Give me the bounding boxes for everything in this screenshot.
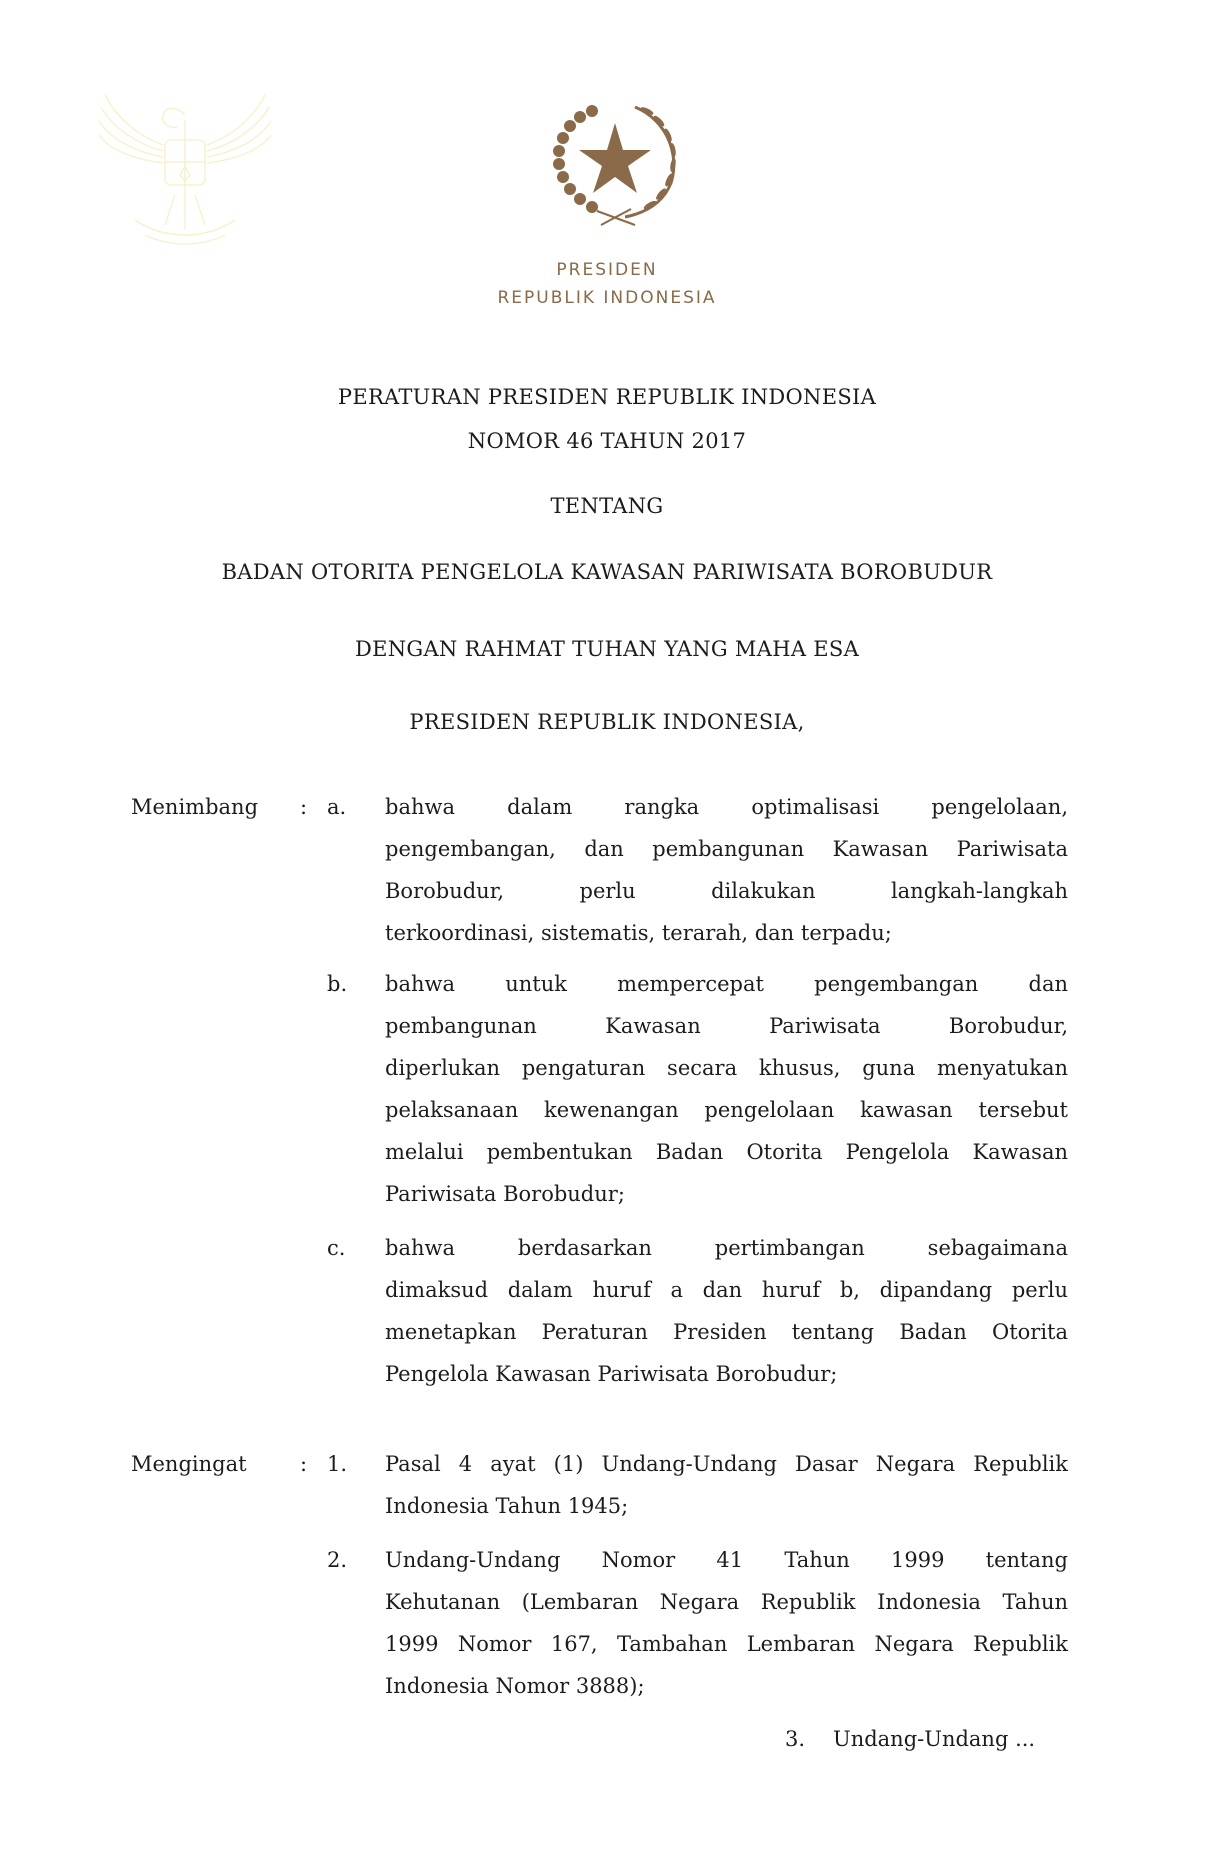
text-line: 1999 Nomor 167, Tambahan Lembaran Negara Republik: [385, 1632, 1068, 1656]
menimbang-item-c: [385, 1227, 1068, 1395]
mengingat-item-2: [385, 1539, 1068, 1707]
text-line: diperlukan pengaturan secara khusus, guna menyatukan: [385, 1056, 1068, 1080]
text-line: pengembangan, dan pembangunan Kawasan Pariwisata: [385, 837, 1068, 861]
continuation-marker: 3.: [785, 1727, 806, 1751]
letterhead-title: PRESIDEN: [556, 260, 658, 280]
text-line: pelaksanaan kewenangan pengelolaan kawasan tersebut: [385, 1098, 1068, 1122]
mengingat-marker-2: 2.: [327, 1548, 348, 1572]
continuation-text: Undang-Undang ...: [833, 1727, 1036, 1751]
mengingat-item-1: [385, 1443, 1068, 1527]
garuda-watermark-icon: [95, 75, 275, 260]
text-line: Undang-Undang Nomor 41 Tahun 1999 tentang: [385, 1548, 1068, 1572]
page-continuation: [785, 1727, 1068, 1751]
presidential-emblem-icon: [535, 95, 695, 235]
text-line: Indonesia Nomor 3888);: [385, 1674, 645, 1698]
menimbang-item-b: [385, 963, 1068, 1215]
text-line: terkoordinasi, sistematis, terarah, dan terpadu;: [385, 921, 892, 945]
text-line: melalui pembentukan Badan Otorita Pengelola Kawasan: [385, 1140, 1068, 1164]
mengingat-label: Mengingat: [131, 1452, 247, 1476]
menimbang-label: Menimbang: [131, 795, 259, 819]
text-line: pembangunan Kawasan Pariwisata Borobudur,: [385, 1014, 1068, 1038]
text-line: dimaksud dalam huruf a dan huruf b, dipandang perlu: [385, 1278, 1068, 1302]
mengingat-colon: :: [300, 1452, 308, 1476]
menimbang-item-a: [385, 786, 1068, 954]
menimbang-marker-a: a.: [327, 795, 347, 819]
mengingat-marker-1: 1.: [327, 1452, 348, 1476]
regulation-title: PERATURAN PRESIDEN REPUBLIK INDONESIA: [337, 385, 877, 409]
text-line: bahwa untuk mempercepat pengembangan dan: [385, 972, 1068, 996]
text-line: bahwa dalam rangka optimalisasi pengelolaan,: [385, 795, 1068, 819]
menimbang-colon: :: [300, 795, 308, 819]
text-line: bahwa berdasarkan pertimbangan sebagaimana: [385, 1236, 1068, 1260]
text-line: Pariwisata Borobudur;: [385, 1182, 625, 1206]
issuer: PRESIDEN REPUBLIK INDONESIA,: [409, 710, 805, 734]
letterhead-subtitle: REPUBLIK INDONESIA: [497, 288, 717, 308]
text-line: Pengelola Kawasan Pariwisata Borobudur;: [385, 1362, 838, 1386]
regulation-number: NOMOR 46 TAHUN 2017: [467, 429, 747, 453]
text-line: menetapkan Peraturan Presiden tentang Badan Otorita: [385, 1320, 1068, 1344]
text-line: Indonesia Tahun 1945;: [385, 1494, 629, 1518]
text-line: Kehutanan (Lembaran Negara Republik Indonesia Tahun: [385, 1590, 1068, 1614]
invocation: DENGAN RAHMAT TUHAN YANG MAHA ESA: [354, 637, 860, 661]
menimbang-marker-c: c.: [327, 1236, 346, 1260]
menimbang-marker-b: b.: [327, 972, 348, 996]
regulation-subject: BADAN OTORITA PENGELOLA KAWASAN PARIWISATA BOROBUDUR: [221, 560, 993, 584]
regulation-about: TENTANG: [550, 494, 664, 518]
text-line: Borobudur, perlu dilakukan langkah-langkah: [385, 879, 1068, 903]
text-line: Pasal 4 ayat (1) Undang-Undang Dasar Negara Republik: [385, 1452, 1068, 1476]
